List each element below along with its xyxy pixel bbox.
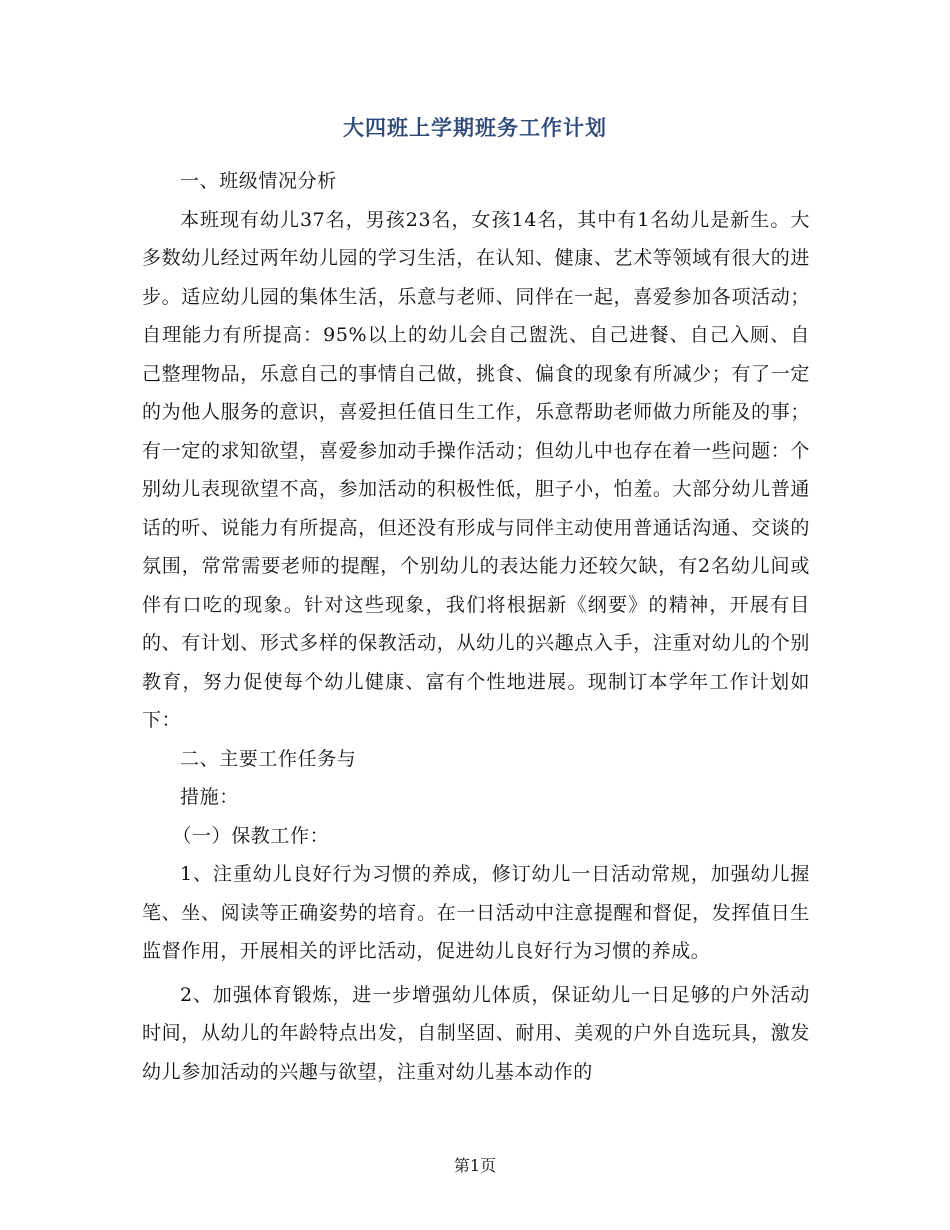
- section-heading-class-analysis: 一、班级情况分析: [180, 170, 337, 192]
- section-heading-measures: 措施：: [180, 786, 239, 808]
- paragraph-item-1: 1、注重幼儿良好行为习惯的养成，修订幼儿一日活动常规，加强幼儿握笔、坐、阅读等正确姿势的培育。在一日活动中注意提醒和督促，发挥值日生监督作用，开展相关的评比活动，促进幼儿良好行为习惯的养成。: [142, 863, 810, 962]
- section-heading-main-tasks: 二、主要工作任务与: [180, 747, 357, 770]
- paragraph-item-2: 2、加强体育锻炼，进一步增强幼儿体质，保证幼儿一日足够的户外活动时间，从幼儿的年龄特点出发，自制坚固、耐用、美观的户外自选玩具，激发幼儿参加活动的兴趣与欲望，注重对幼儿基本动作的: [142, 983, 810, 1083]
- page-number: 第1页: [453, 1156, 497, 1175]
- document-body: [142, 162, 810, 1091]
- document-title: 大四班上学期班务工作计划: [343, 115, 607, 140]
- paragraph-class-analysis: 本班现有幼儿37名，男孩23名，女孩14名，其中有1名幼儿是新生。大多数幼儿经过两年幼儿园的学习生活，在认知、健康、艺术等领域有很大的进步。适应幼儿园的集体生活，乐意与老师、同伴在一起，喜爱参加各项活动；自理能力有所提高：95%以上的幼儿会自己盥洗、自己进餐、自己入厕、自己整理物品，乐意自己的事情自己做，挑食、偏食的现象有所减少；有了一定的为他人服务的意识，喜爱担任值日生工作，乐意帮助老师做力所能及的事；有一定的求知欲望，喜爱参加动手操作活动；但幼儿中也存在着一些问题：个别幼儿表现欲望不高，参加活动的积极性低，胆子小，怕羞。大部分幼儿普通话的听、说能力有所提高，但还没有形成与同伴主动使用普通话沟通、交谈的氛围，常常需要老师的提醒，个别幼儿的表达能力还较欠缺，有2名幼儿间或伴有口吃的现象。针对这些现象，我们将根据新《纲要》的精神，开展有目的、有计划、形式多样的保教活动，从幼儿的兴趣点入手，注重对幼儿的个别教育，努力促使每个幼儿健康、富有个性地进展。现制订本学年工作计划如下：: [142, 208, 810, 731]
- subsection-heading-care-education: （一）保教工作：: [172, 824, 330, 847]
